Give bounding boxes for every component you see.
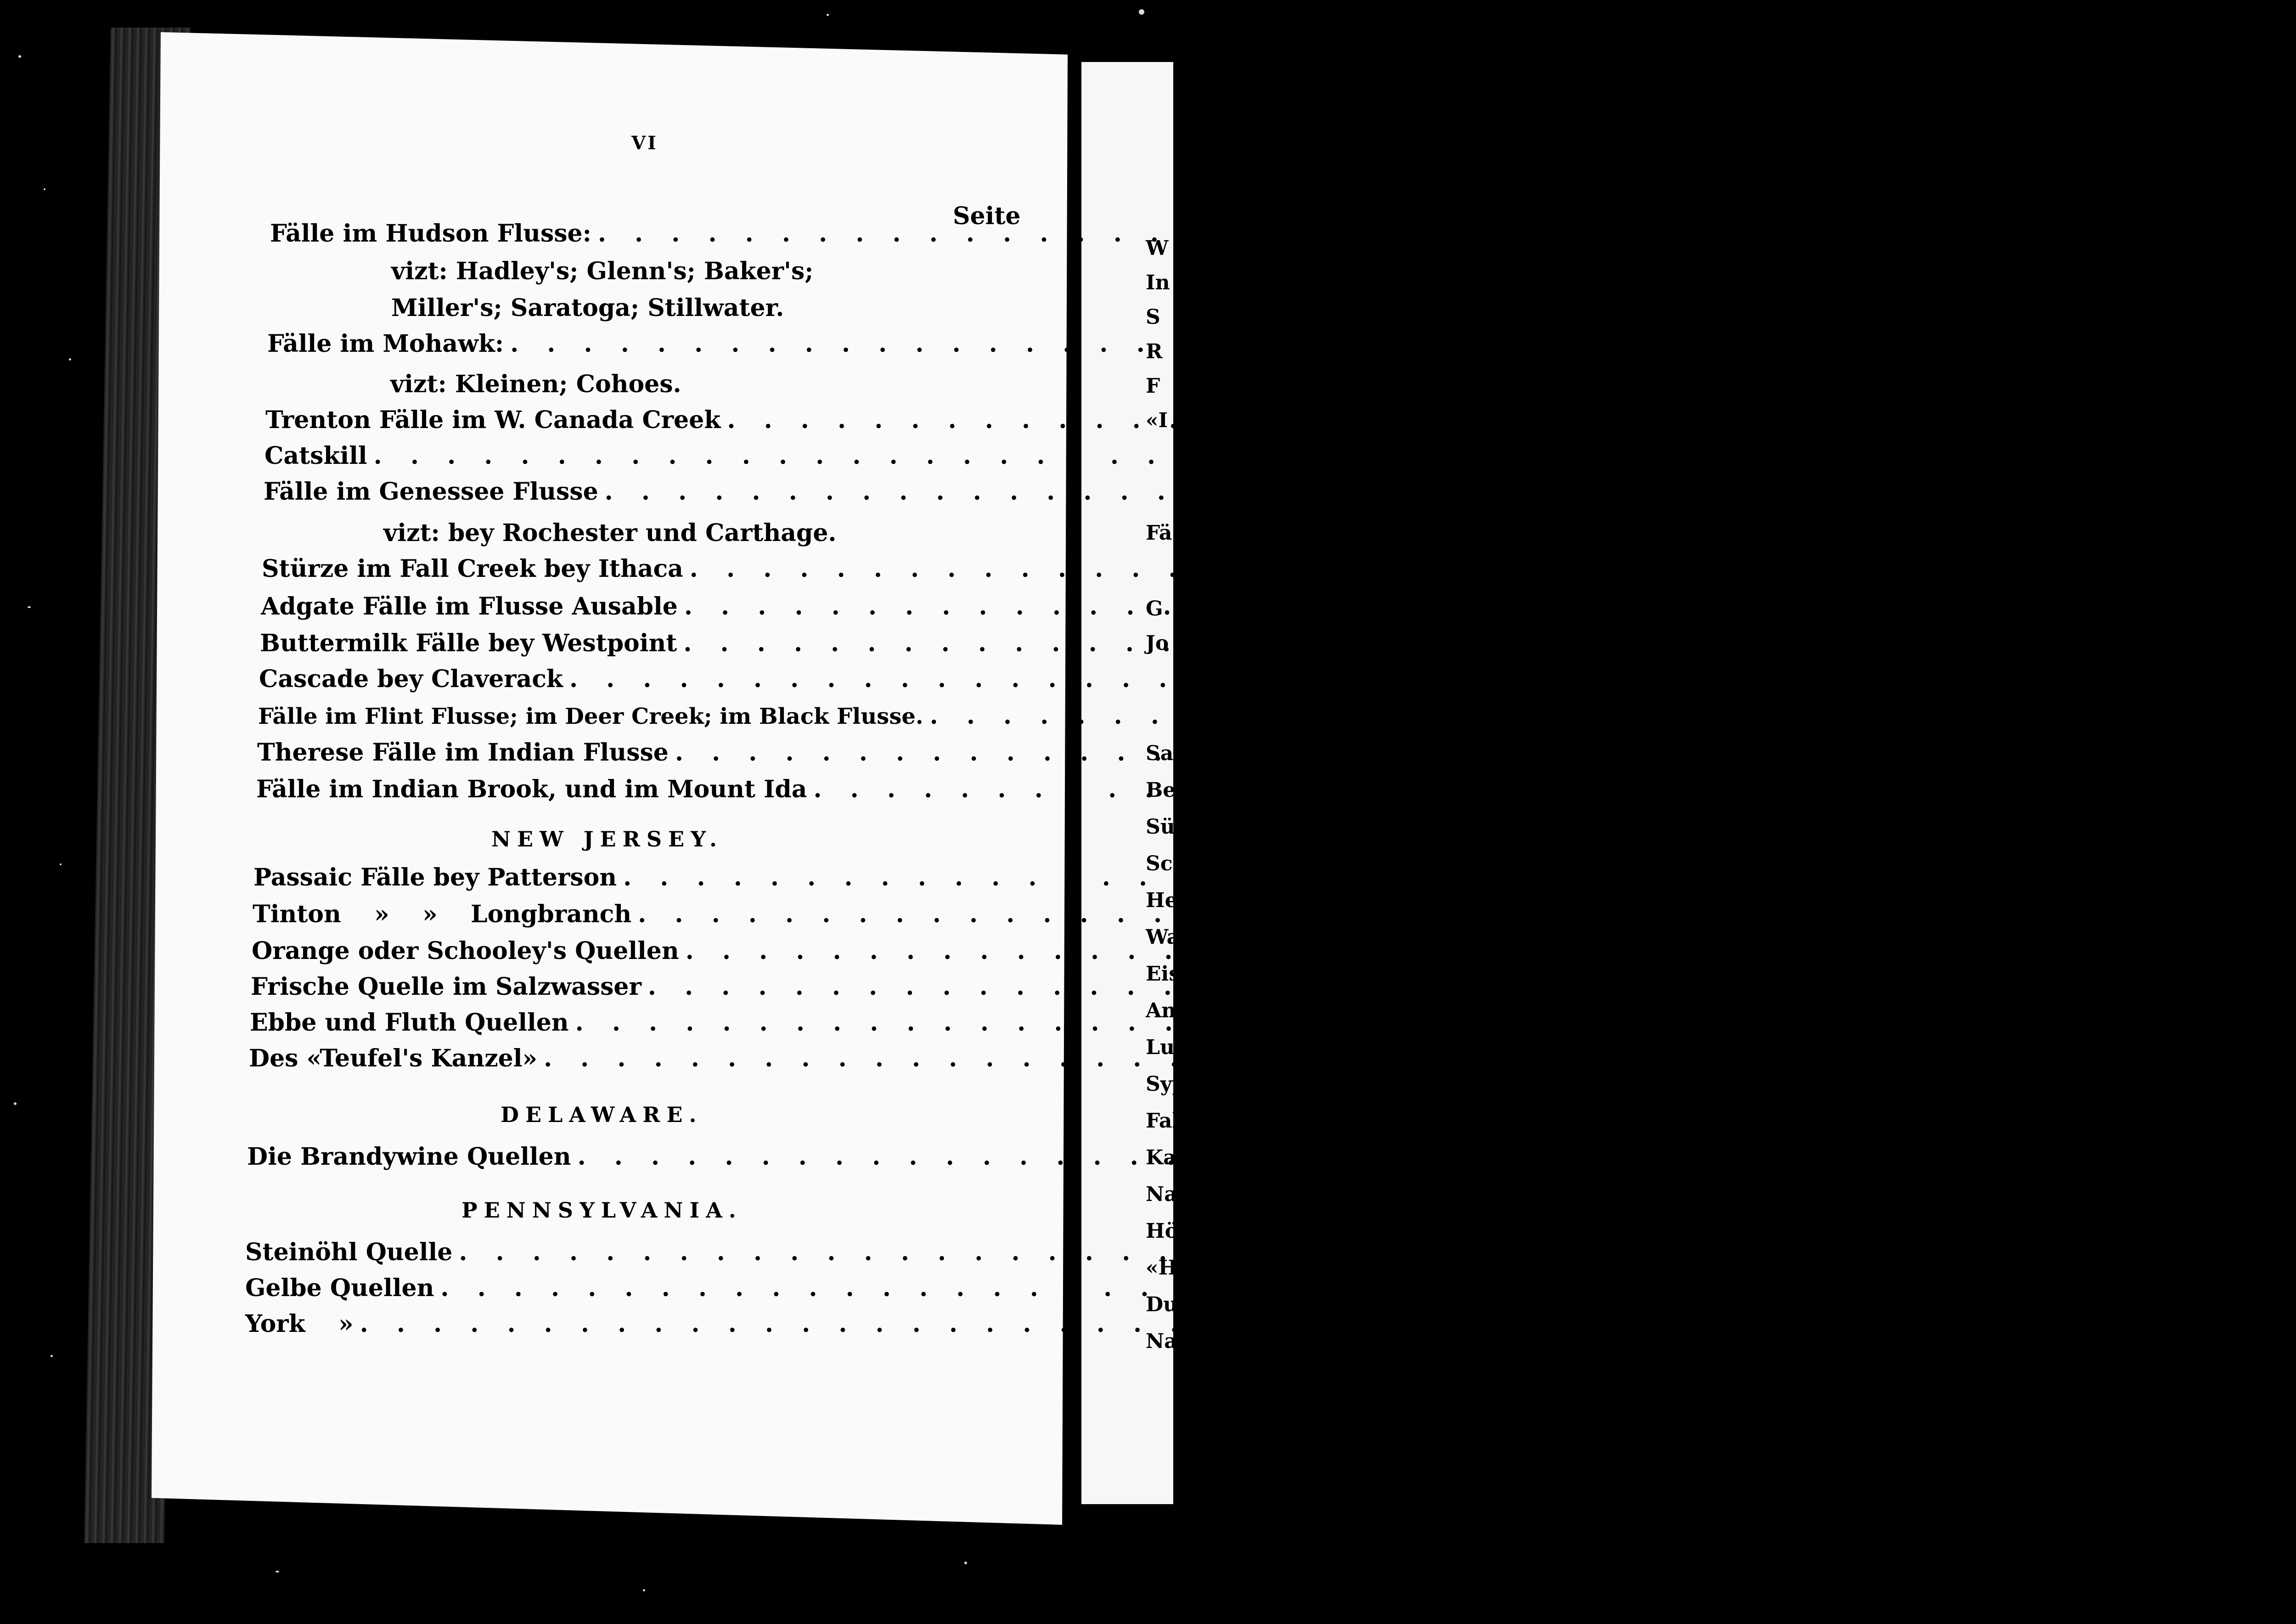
dot-leader [727,406,2218,434]
facing-page-fragment: Sa [1146,742,1174,765]
toc-entry-page: » [2196,739,2212,767]
facing-page-fragment: Kar [1146,1146,1187,1169]
section-heading-delaware: DELAWARE. [501,1102,703,1127]
toc-entry-text: Buttermilk Fälle bey Westpoint [260,629,677,657]
dot-leader [638,900,2129,928]
scan-speck [14,1102,17,1105]
toc-subentry [383,519,934,552]
dot-leader [683,629,2175,657]
dot-leader [686,937,2177,965]
scan-speck [44,188,45,190]
toc-entry-page: » [1881,1310,1897,1338]
facing-page-fragment: Be [1146,778,1176,802]
toc-entry [264,442,1911,475]
toc-entry-text: Cascade bey Claverack [259,665,563,693]
facing-page-fragment: Lu [1146,1036,1175,1059]
toc-entry-text: Des «Teufel's Kanzel» [249,1044,537,1072]
dot-leader [578,1143,2069,1171]
scan-speck [18,55,21,58]
toc-entry-text: vizt: Kleinen; Cohoes. [390,370,681,398]
toc-entry [267,330,2047,363]
dot-leader [440,1274,1932,1302]
toc-subentry [390,370,758,403]
toc-subentry [391,257,850,290]
scan-speck [28,606,31,608]
toc-entry-text: Stürze im Fall Creek bey Ithaca [262,555,683,583]
toc-entry-text: York » [245,1310,354,1338]
facing-page-fragment: F [1146,374,1160,398]
dot-leader [930,702,2296,730]
toc-entry-page: 73 [2014,330,2047,358]
toc-entry [265,406,2264,439]
facing-page-fragment: Syp [1146,1072,1187,1096]
toc-entry [261,592,2221,626]
toc-entry-text: Fälle im Mohawk: [267,330,504,358]
toc-entry-page: 78 [2127,863,2160,891]
toc-entry-text: Fälle im Genessee Flusse [264,478,598,506]
toc-entry-text: Tinton » » Longbranch [253,900,632,928]
facing-page-fragment: Dur [1146,1293,1189,1316]
toc-entry-page: 72 [2230,406,2264,434]
toc-entry-text: Fälle im Flint Flusse; im Deer Creek; im Black Flusse. [258,704,923,729]
dot-leader [623,863,2115,891]
facing-page-fragment: Sü [1146,815,1175,839]
facing-page-fragment: An [1146,999,1176,1022]
section-heading-pennsylvania: PENNSYLVANIA. [461,1198,743,1223]
toc-entry-page: 69 [2072,665,2106,693]
toc-entry-page: 19 [1962,1238,1996,1266]
toc-entry-text: Passaic Fälle bey Patterson [253,863,617,891]
dot-leader [813,775,2296,803]
dot-leader [690,555,2181,583]
facing-page-fragment: Wa [1146,925,1180,949]
facing-page-fragment: «Ha [1146,1256,1191,1280]
toc-entry-text: Ebbe und Fluth Quellen [250,1009,569,1037]
toc-entry-page: 76 [2187,629,2220,657]
toc-entry [262,555,2227,588]
scan-speck [51,1355,53,1357]
toc-entry-page: » [2065,1044,2081,1072]
toc-entry-text: Gelbe Quellen [245,1274,434,1302]
scan-speck [276,1571,279,1573]
dot-leader [569,665,2061,693]
toc-entry-text: Fälle im Indian Brook, und im Mount Ida [256,775,807,803]
toc-entry-page: 74 [2101,220,2135,248]
page-folio: VI [631,132,658,154]
dot-leader [360,1310,1851,1338]
toc-entry-text: Fälle im Hudson Flusse: [270,220,591,248]
toc-entry-text: Steinöhl Quelle [245,1238,453,1266]
facing-page-fragment: He [1146,889,1178,912]
dot-leader [675,739,2167,767]
facing-page-fragment: R [1146,340,1163,363]
dot-leader [684,592,2176,620]
toc-entry-text: Orange oder Schooley's Quellen [252,937,679,965]
facing-page-fragment: G [1146,597,1163,620]
section-heading-new-jersey: NEW JERSEY. [491,827,724,851]
scan-speck [1139,9,1144,15]
facing-page-fragment: Höl [1146,1219,1186,1243]
dot-leader [598,220,2089,248]
facing-page-fragment: Fal [1146,1109,1180,1133]
facing-page-fragment: Eis [1146,962,1181,986]
toc-entry-page: 71 [2108,478,2142,506]
facing-page-fragment: W [1146,237,1169,260]
facing-page-fragment: Sc [1146,852,1173,875]
facing-page-fragment: Fä [1146,521,1172,545]
dot-leader [544,1044,2035,1072]
toc-entry-page: 79 [2081,1143,2114,1171]
toc-entry-page: 72 [2193,555,2227,583]
toc-entry-page: » [2160,900,2175,928]
dot-leader [459,1238,1950,1266]
toc-entry-page: » [2097,1009,2112,1037]
toc-entry [258,702,1000,735]
dot-leader [575,1009,2067,1037]
dot-leader [605,478,2096,506]
facing-page-fragment: Jo [1146,632,1169,655]
toc-entry [270,220,2135,253]
scan-speck [69,358,71,361]
toc-entry-text: Miller's; Saratoga; Stillwater. [391,294,784,322]
toc-entry-text: Therese Fälle im Indian Flusse [257,739,669,767]
toc-entry-page: 79 [1944,1274,1977,1302]
toc-entry-page: 71 [2187,592,2221,620]
toc-subentry [391,294,850,327]
scan-speck [60,863,62,865]
page-column-header: Seite [953,202,1021,230]
scan-speck [827,14,829,16]
toc-entry-text: Catskill [264,442,367,470]
facing-page-fragment: Nat [1146,1183,1187,1206]
dot-leader [374,442,1865,470]
toc-entry [259,665,2106,698]
facing-page-fragment: Nat [1146,1330,1187,1353]
toc-entry-page: » [2207,937,2223,965]
scan-speck [964,1562,967,1564]
toc-entry-text: Trenton Fälle im W. Canada Creek [265,406,721,434]
facing-page-fragment: In [1146,271,1170,294]
toc-entry-page: » [2169,973,2185,1001]
toc-entry-text: vizt: bey Rochester und Carthage. [383,519,837,547]
toc-entry-text: vizt: Hadley's; Glenn's; Baker's; [391,257,814,285]
toc-entry [264,478,2142,511]
toc-entry-text: Adgate Fälle im Flusse Ausable [261,592,678,620]
dot-leader [648,973,2139,1001]
toc-entry-text: Die Brandywine Quellen [247,1143,571,1171]
facing-page-fragment: S [1146,305,1160,329]
facing-page-fragment: «I [1146,409,1168,432]
toc-entry-text: Frische Quelle im Salzwasser [251,973,642,1001]
toc-entry [256,775,999,808]
toc-entry-page: 76 [1877,442,1911,470]
dot-leader [510,330,2002,358]
scan-speck [643,1589,645,1591]
